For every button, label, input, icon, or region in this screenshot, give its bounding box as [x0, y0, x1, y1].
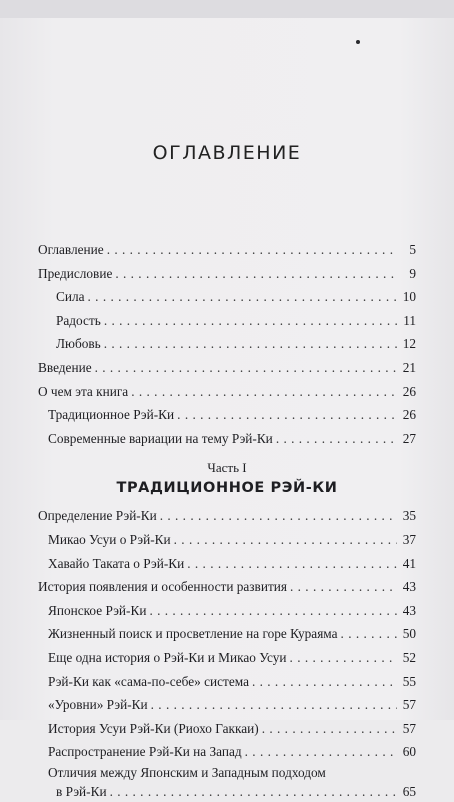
part-label: Часть I: [207, 460, 247, 476]
toc-list-front: [38, 238, 416, 450]
toc-entry-label: Сила: [56, 289, 85, 305]
toc-entry: [38, 622, 416, 646]
leader-dots: [115, 262, 397, 286]
toc-entry-label: О чем эта книга: [38, 383, 129, 399]
toc-entry-label: Современные вариации на тему Рэй-Ки: [48, 430, 273, 446]
toc-page-number: 35: [402, 508, 416, 524]
leader-dots: [276, 427, 397, 451]
toc-entry-label: Хавайо Таката о Рэй-Ки: [48, 555, 185, 571]
toc-page-number: 57: [402, 720, 416, 736]
leader-dots: [104, 309, 397, 333]
toc-page-number: 9: [409, 265, 416, 281]
ink-dot: [356, 40, 360, 44]
toc-entry: [38, 356, 416, 380]
toc-page-number: 21: [402, 359, 416, 375]
toc-entry-label: Предисловие: [38, 265, 113, 281]
toc-page-number: 60: [402, 744, 416, 760]
toc-page-number: 41: [402, 555, 416, 571]
toc-entry-label: Радость: [56, 312, 101, 328]
toc-entry-label: Жизненный поиск и просветление на горе Кураяма: [48, 626, 338, 642]
leader-dots: [149, 599, 397, 623]
toc-entry-label: Микао Усуи о Рэй-Ки: [48, 531, 171, 547]
toc-entry: [38, 599, 416, 623]
toc-entry-label: История Усуи Рэй-Ки (Риохо Гаккаи): [48, 720, 259, 736]
toc-entry-label: Введение: [38, 359, 92, 375]
toc-page-number: 43: [402, 602, 416, 618]
leader-dots: [95, 356, 397, 380]
toc-entry: [38, 380, 416, 404]
toc-page-number: 11: [403, 312, 416, 328]
toc-entry-label: Распространение Рэй-Ки на Запад: [48, 744, 242, 760]
leader-dots: [107, 238, 397, 262]
toc-list-part-one: [38, 504, 416, 764]
leader-dots: [177, 403, 397, 427]
toc-entry: [38, 285, 416, 309]
toc-entry: [38, 528, 416, 552]
toc-entry-label: «Уровни» Рэй-Ки: [48, 697, 148, 713]
toc-page-number: 65: [402, 783, 416, 799]
toc-page-number: 52: [402, 649, 416, 665]
toc-entry: [38, 427, 416, 451]
leader-dots: [151, 693, 397, 717]
toc-entry-continuation: [38, 782, 416, 802]
leader-dots: [174, 528, 397, 552]
leader-dots: [245, 740, 397, 764]
toc-page-number: 12: [402, 336, 416, 352]
toc-entry: [38, 717, 416, 741]
toc-entry: [38, 504, 416, 528]
toc-page-number: 43: [402, 579, 416, 595]
leader-dots: [290, 646, 397, 670]
toc-page-number: 26: [402, 383, 416, 399]
toc-entry-label: Определение Рэй-Ки: [38, 508, 157, 524]
leader-dots: [104, 332, 397, 356]
leader-dots: [110, 782, 397, 802]
leader-dots: [187, 552, 397, 576]
leader-dots: [341, 622, 397, 646]
toc-page-number: 55: [402, 673, 416, 689]
toc-entry: [38, 670, 416, 694]
leader-dots: [262, 717, 397, 741]
toc-page-number: 50: [402, 626, 416, 642]
toc-entry: [38, 740, 416, 764]
toc-entry-label: в Рэй-Ки: [56, 783, 107, 799]
toc-entry: [38, 309, 416, 333]
toc-page-number: 57: [402, 697, 416, 713]
toc-entry-label: Оглавление: [38, 242, 104, 257]
leader-dots: [88, 285, 397, 309]
toc-page-number: 27: [402, 430, 416, 446]
leader-dots: [160, 504, 397, 528]
toc-entry-label: Любовь: [56, 336, 101, 352]
part-title: ТРАДИЦИОННОЕ РЭЙ-КИ: [116, 480, 338, 497]
toc-page-number: 26: [402, 407, 416, 423]
toc-entry: [38, 693, 416, 717]
table-of-contents: [38, 238, 416, 802]
toc-entry: [38, 238, 416, 262]
toc-entry: [38, 262, 416, 286]
toc-entry: [38, 764, 416, 782]
toc-entry-label: Еще одна история о Рэй-Ки и Микао Усуи: [48, 649, 287, 665]
toc-entry: [38, 552, 416, 576]
leader-dots: [131, 380, 397, 404]
toc-entry-label: Традиционное Рэй-Ки: [48, 407, 175, 423]
leader-dots: [252, 670, 397, 694]
toc-entry-label: Японское Рэй-Ки: [48, 602, 147, 618]
toc-title: ОГЛАВЛЕНИЕ: [152, 142, 302, 164]
toc-entry-label: История появления и особенности развития: [38, 579, 287, 595]
toc-page-number: 37: [402, 531, 416, 547]
leader-dots: [290, 575, 397, 599]
toc-entry: [38, 646, 416, 670]
toc-entry: [38, 575, 416, 599]
toc-entry-label: Отличия между Японским и Западным подходом: [48, 764, 326, 780]
toc-entry: [38, 332, 416, 356]
toc-page-number: 10: [402, 289, 416, 305]
toc-entry: [38, 403, 416, 427]
toc-entry-label: Рэй-Ки как «сама-по-себе» система: [48, 673, 249, 689]
top-page-edge: [0, 0, 454, 18]
toc-page-number: 5: [409, 242, 416, 257]
